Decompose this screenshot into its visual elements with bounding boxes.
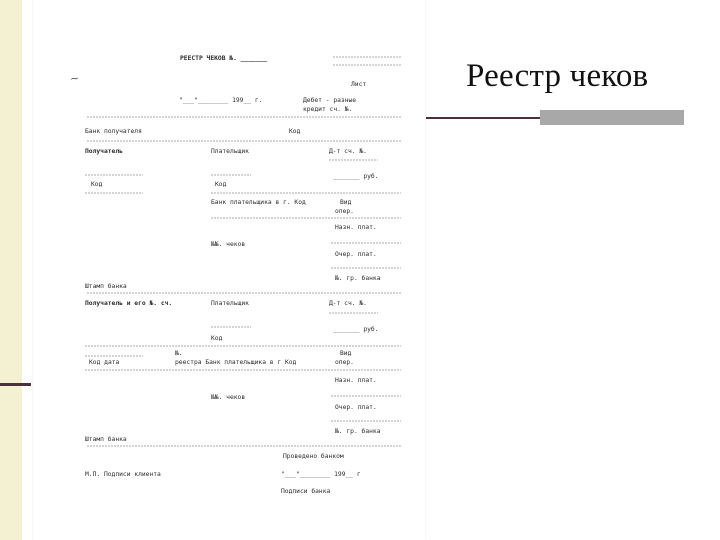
payer-account-label: Д-т сч. №. [329,148,367,155]
form-title: РЕЕСТР ЧЕКОВ №. _______ [180,55,268,62]
form-credit-label: кредит сч. №. [303,106,353,113]
oper-label: опер. [335,208,354,215]
registry-payer-bank-label: реестра Банк плательщика в г Код [175,359,297,366]
kod-date-label: Код дата [89,359,120,366]
oper-label-2: опер. [335,359,354,366]
kod-label-2: Код [211,335,223,342]
ocher-plat-label: Очер. плат. [335,251,377,258]
payer-label-2: Плательщик [211,300,249,307]
naz-plat-label: Назн. плат. [335,224,377,231]
naz-plat-label-2: Назн. плат. [335,377,377,384]
payer-account-label-2: Д-т сч. №. [329,300,367,307]
title-accent-block [540,110,684,125]
stamp-label: Штамп банка [85,283,127,290]
payer-bank-label: Банк плательщика в г. Код [211,199,306,206]
bank-recipient-label: Банк получателя [85,128,142,135]
bank-sign-label: Подписи банка [281,488,331,495]
form-debit-label: Дебет - разные [303,97,357,104]
kod-mid: Код [215,181,227,188]
no-gr-banka-label: №. гр. банка [335,275,381,282]
rub-amount-2: _______ руб. [333,326,379,333]
vid-label: Вид [340,199,352,206]
processed-label: Проведено банком [283,453,344,460]
num-checks-label-2: №№. чеков [211,394,246,401]
no-gr-banka-label-2: №. гр. банка [335,428,381,435]
kod-left: Код [91,181,103,188]
form-date-line: "___"________ 199__ г. [179,97,263,104]
recipient-account-label: Получатель и его №. сч. [85,300,173,307]
left-accent-line [0,383,31,386]
ocher-plat-label-2: Очер. плат. [335,404,377,411]
slide-title: Реестр чеков [466,58,649,94]
stamp-label-2: Штамп банка [85,436,127,443]
scanned-form [33,0,425,540]
mp-sign-label: М.П. Подписи клиента [85,471,161,478]
recipient-label: Получатель [85,148,123,155]
no-label: №. [175,350,183,357]
payer-label: Плательщик [211,148,249,155]
code-label: Код [289,128,301,135]
vid-label-2: Вид [340,350,352,357]
ink-mark: ~ [69,71,81,86]
form-note: Лист [351,81,367,88]
num-checks-label: №№. чеков [211,241,246,248]
footer-date-line: "___"________ 199__ г [281,471,361,478]
rub-amount: _______ руб. [333,173,379,180]
left-decor-bar [0,0,22,540]
